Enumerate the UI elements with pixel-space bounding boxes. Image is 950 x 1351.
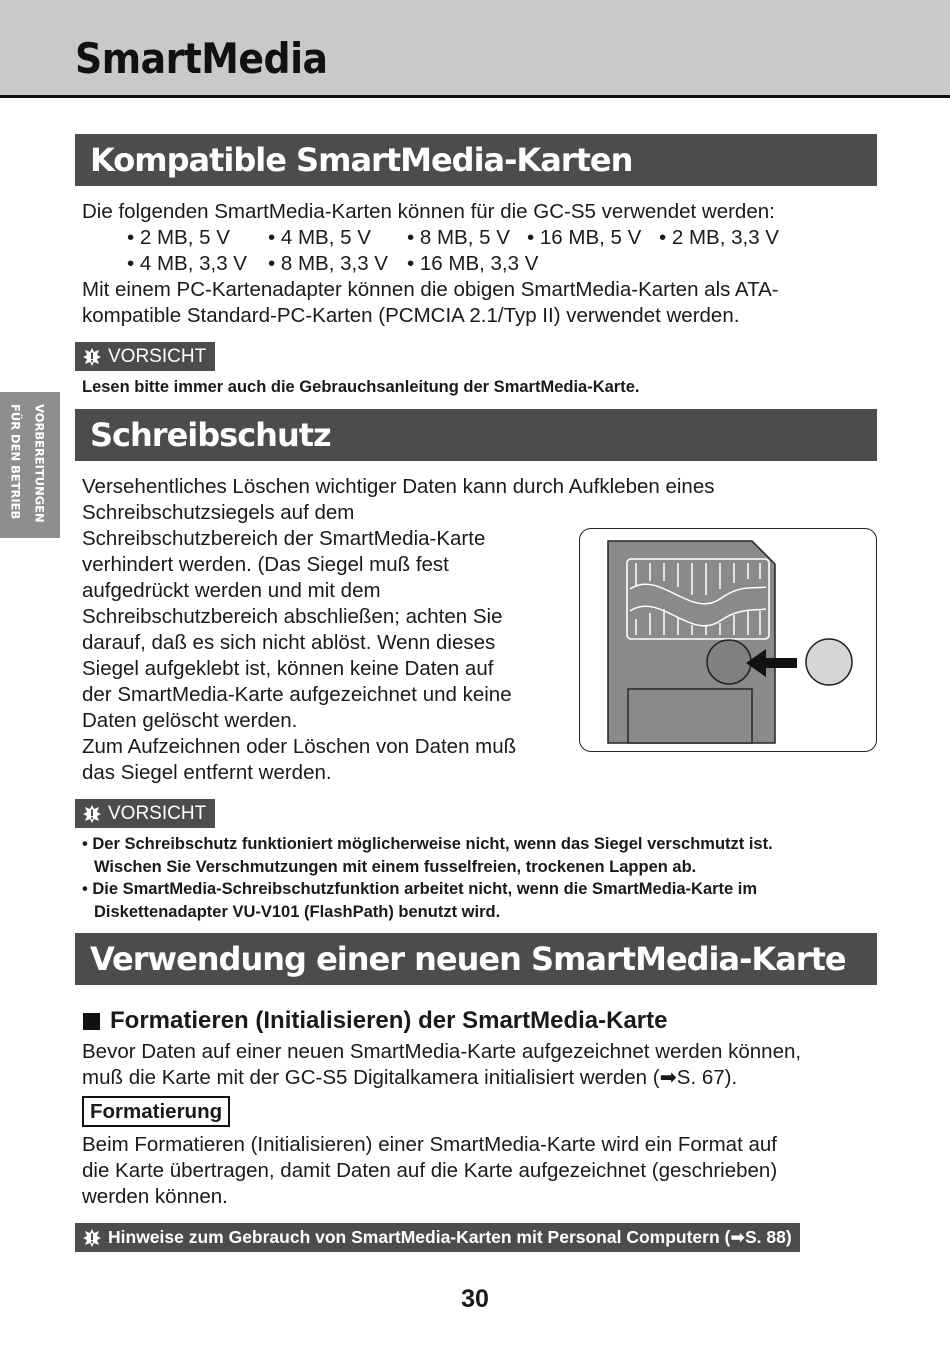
page-title: SmartMedia — [75, 34, 328, 83]
top-band — [0, 0, 950, 98]
caution-label: VORSICHT — [108, 346, 207, 367]
caution-label: VORSICHT — [108, 803, 207, 824]
caution-item-line: • Die SmartMedia-Schreibschutzfunktion arbeitet nicht, wenn die SmartMedia-Karte im — [82, 880, 758, 898]
bullet-item: • 2 MB, 3,3 V — [659, 226, 779, 249]
section-heading-compatible-cards: Kompatible SmartMedia-Karten — [75, 134, 877, 186]
caution-badge-2 — [75, 799, 215, 828]
hint-text: Hinweise zum Gebrauch von SmartMedia-Karten mit Personal Computern (➡S. 88) — [108, 1227, 792, 1247]
caution-list-2 — [82, 833, 773, 923]
side-tab — [0, 392, 60, 538]
bullet-item: • 8 MB, 5 V — [407, 226, 510, 249]
caution-item-line: • Der Schreibschutz funktioniert möglicherweise nicht, wenn das Siegel verschmutzt ist. — [82, 835, 773, 853]
caution-item-line: Diskettenadapter VU-V101 (FlashPath) benutzt wird. — [94, 902, 501, 921]
caution-icon — [82, 804, 102, 824]
caution-item — [82, 878, 773, 923]
wp-line: Schreibschutzbereich abschließen; achten Sie — [82, 605, 503, 628]
bullet-item: • 2 MB, 5 V — [127, 226, 230, 249]
wp-line: darauf, daß es sich nicht ablöst. Wenn dieses — [82, 631, 496, 654]
wp-line: Zum Aufzeichnen oder Löschen von Daten muß — [82, 735, 517, 758]
square-bullet-icon — [83, 1013, 100, 1030]
caution-badge-1 — [75, 342, 215, 371]
side-tab-line-1: VORBEREITUNGEN — [32, 404, 47, 523]
bullet-item: • 16 MB, 5 V — [527, 226, 642, 249]
card-drawing — [580, 529, 875, 750]
bullet-item: • 8 MB, 3,3 V — [268, 252, 388, 275]
wp-line: Schreibschutzbereich der SmartMedia-Karte — [82, 527, 486, 550]
smartmedia-card-illustration — [579, 528, 877, 752]
wp-line: Schreibschutzsiegels auf dem — [82, 501, 355, 524]
caution-item — [82, 833, 773, 878]
bullet-item: • 4 MB, 3,3 V — [127, 252, 247, 275]
bullet-item: • 16 MB, 3,3 V — [407, 252, 539, 275]
term-definition-line: Beim Formatieren (Initialisieren) einer SmartMedia-Karte wird ein Format auf — [82, 1133, 777, 1156]
page-number: 30 — [461, 1285, 489, 1313]
caution-item-line: Wischen Sie Verschmutzungen mit einem fusselfreien, trockenen Lappen ab. — [94, 857, 697, 876]
adapter-text-line-1: Mit einem PC-Kartenadapter können die obigen SmartMedia-Karten als ATA- — [82, 278, 779, 301]
wp-line: Siegel aufgeklebt ist, können keine Daten auf — [82, 657, 494, 680]
wp-line: Daten gelöscht werden. — [82, 709, 298, 732]
term-formatierung: Formatierung — [82, 1096, 230, 1127]
section-heading-write-protect: Schreibschutz — [75, 409, 877, 461]
hint-icon — [82, 1228, 102, 1248]
pc-usage-hint — [75, 1223, 800, 1252]
format-subheading — [83, 1006, 667, 1036]
adapter-text-line-2: kompatible Standard-PC-Karten (PCMCIA 2.1/Typ II) verwendet werden. — [82, 304, 740, 327]
wp-line: aufgedrückt werden und mit dem — [82, 579, 381, 602]
side-tab-line-2: FÜR DEN BETRIEB — [8, 404, 23, 520]
wp-line: das Siegel entfernt werden. — [82, 761, 332, 784]
compat-intro: Die folgenden SmartMedia-Karten können für die GC-S5 verwendet werden: — [82, 200, 775, 223]
wp-line: Versehentliches Löschen wichtiger Daten kann durch Aufkleben eines — [82, 475, 715, 498]
wp-line: verhindert werden. (Das Siegel muß fest — [82, 553, 449, 576]
bullet-item: • 4 MB, 5 V — [268, 226, 371, 249]
format-subheading-text: Formatieren (Initialisieren) der SmartMedia-Karte — [110, 1007, 668, 1034]
caution-icon — [82, 347, 102, 367]
caution-text-1: Lesen bitte immer auch die Gebrauchsanleitung der SmartMedia-Karte. — [82, 378, 640, 396]
term-definition-line: die Karte übertragen, damit Daten auf die Karte aufgezeichnet (geschrieben) — [82, 1159, 778, 1182]
section-heading-new-card: Verwendung einer neuen SmartMedia-Karte — [75, 933, 877, 985]
wp-line: der SmartMedia-Karte aufgezeichnet und keine — [82, 683, 512, 706]
format-para-line-2: muß die Karte mit der GC-S5 Digitalkamera initialisiert werden (➡S. 67). — [82, 1066, 738, 1089]
term-definition-line: werden können. — [82, 1185, 228, 1208]
format-para-line-1: Bevor Daten auf einer neuen SmartMedia-Karte aufgezeichnet werden können, — [82, 1040, 802, 1063]
